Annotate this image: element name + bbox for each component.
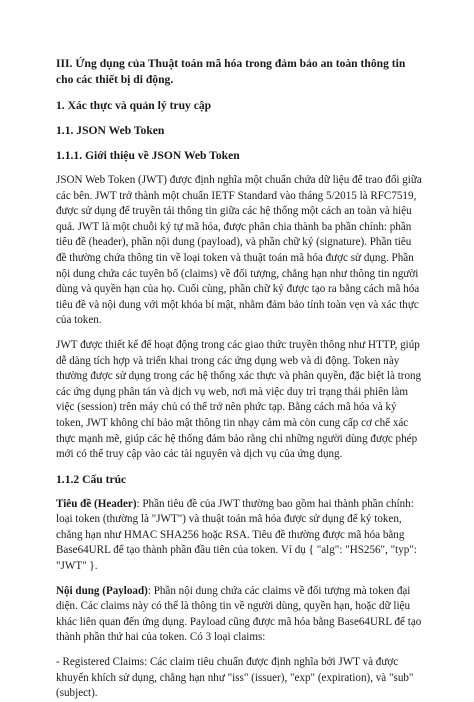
paragraph-header <box>56 497 422 575</box>
paragraph-jwt-design: JWT được thiết kế để hoạt động trong các giao thức truyền thông như HTTP, giúp dễ dàng tích hợp và triển khai trong các ứng dụng web và di động. Token này thường được sử dụng trong các hệ thống xác thực và phân quyền, đặc biệt là trong các ứng dụng phân tán và dịch vụ web, nơi mà việc duy trì trạng thái phiên làm việc (session) trên máy chủ có thể trở nên phức tạp. Bằng cách mã hóa và ký token, JWT không chỉ bảo mật thông tin nhạy cảm mà còn cung cấp cơ chế xác thực mạnh mẽ, giúp các hệ thống đảm bảo rằng chỉ những người dùng được phép mới có thể truy cập vào các tài nguyên và dịch vụ của ứng dụng. <box>56 338 422 461</box>
header-label: Tiêu đề (Header) <box>56 497 137 510</box>
header-text: : Phần tiêu đề của JWT thường bao gồm hai thành phần chính: loại token (thường là "JWT") và thuật toán mã hóa được sử dụng để ký token, chẳng hạn như HMAC SHA256 hoặc RSA. Tiêu đề thường được mã hóa bằng Base64URL để tạo thành phần đầu tiên của token. Ví dụ { "alg": "HS256", "typ": "JWT" }. <box>56 497 417 573</box>
heading-jwt-introduction: 1.1.1. Giới thiệu về JSON Web Token <box>56 149 240 162</box>
document-title: III. Ứng dụng của Thuật toán mã hóa trong đảm bảo an toàn thông tin cho các thiết bị di động. <box>56 57 406 86</box>
paragraph-jwt-definition: JSON Web Token (JWT) được định nghĩa một chuẩn chứa dữ liệu để trao đổi giữa các bên. JWT trở thành một chuẩn IETF Standard vào tháng 5/2015 là RFC7519, được sử dụng để truyền tải thông tin giữa các hệ thống một cách an toàn và hiệu quả. JWT là một chuỗi ký tự mã hóa, được phân chia thành ba phần chính: phần tiêu đề (header), phần nội dung (payload), và phần chữ ký (signature). Phần tiêu đề thường chứa thông tin về loại token và thuật toán mã hóa được sử dụng. Phần nội dung chứa các tuyên bố (claims) về đối tượng, chẳng hạn như thông tin người dùng và quyền hạn của họ. Cuối cùng, phần chữ ký được tạo ra bằng cách mã hóa tiêu đề và nội dung với một khóa bí mật, nhằm đảm bảo tính toàn vẹn và xác thực của token. <box>56 174 422 327</box>
heading-json-web-token: 1.1. JSON Web Token <box>56 124 165 137</box>
heading-authentication: 1. Xác thực và quản lý truy cập <box>56 99 212 112</box>
payload-text: : Phần nội dung chứa các claims về đối tượng mà token đại diện. Các claims này có thể là thông tin về người dùng, quyền hạn, hoặc dữ liệu khác liên quan đến ứng dụng. Payload cũng được mã hóa bằng Base64URL để tạo thành phần thứ hai của token. Có 3 loại claims: <box>56 584 422 644</box>
payload-label: Nội dung (Payload) <box>56 584 148 597</box>
heading-structure: 1.1.2 Cấu trúc <box>56 472 127 486</box>
paragraph-payload <box>56 584 422 646</box>
paragraph-registered-claims: - Registered Claims: Các claim tiêu chuẩn được định nghĩa bởi JWT và được khuyến khích sử dụng, chẳng hạn như "iss" (issuer), "exp" (expiration), và "sub" (subject). <box>56 656 414 700</box>
